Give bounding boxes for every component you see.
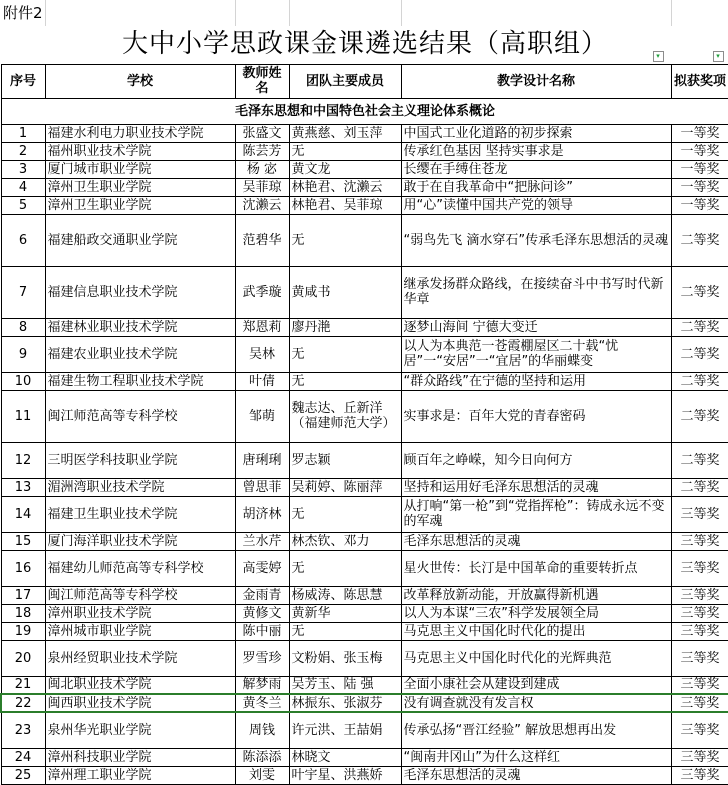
school-cell[interactable]: 福建水利电力职业技术学院 [45, 124, 235, 142]
design-cell[interactable]: 传承弘扬“晋江经验” 解放思想再出发 [401, 712, 671, 748]
table-row [1, 442, 728, 478]
teacher-cell[interactable]: 杨 宓 [235, 160, 289, 178]
table-row [1, 496, 728, 532]
table-row [1, 676, 728, 694]
row-number[interactable]: 18 [1, 604, 45, 622]
teacher-cell[interactable]: 郑恩莉 [235, 318, 289, 336]
school-cell[interactable]: 漳州科技职业学院 [45, 748, 235, 766]
table-row [1, 532, 728, 550]
members-cell[interactable]: 林艳君、沈濑云 [289, 178, 401, 196]
row-number[interactable]: 2 [1, 142, 45, 160]
teacher-cell[interactable]: 高雯婷 [235, 550, 289, 586]
design-cell[interactable]: “闽南井冈山”为什么这样红 [401, 748, 671, 766]
row-number[interactable]: 19 [1, 622, 45, 640]
header-design[interactable]: 教学设计名称 [401, 64, 671, 98]
teacher-cell[interactable]: 陈芸芳 [235, 142, 289, 160]
school-cell[interactable]: 泉州经贸职业技术学院 [45, 640, 235, 676]
table-row [1, 142, 728, 160]
members-cell[interactable]: 黄新华 [289, 604, 401, 622]
design-cell[interactable]: 改革释放新动能，开放赢得新机遇 [401, 586, 671, 604]
row-number[interactable]: 9 [1, 336, 45, 372]
row-number[interactable]: 6 [1, 214, 45, 266]
award-cell[interactable]: 三等奖 [671, 748, 728, 766]
design-cell[interactable]: 实事求是：百年大党的青春密码 [401, 390, 671, 442]
teacher-cell[interactable]: 范碧华 [235, 214, 289, 266]
row-number[interactable]: 10 [1, 372, 45, 390]
design-cell[interactable]: 继承发扬群众路线，在接续奋斗中书写时代新华章 [401, 266, 671, 318]
award-cell[interactable]: 三等奖 [671, 694, 728, 712]
award-cell[interactable]: 三等奖 [671, 712, 728, 748]
members-cell[interactable]: 黄咸书 [289, 266, 401, 318]
school-cell[interactable]: 厦门海洋职业技术学院 [45, 532, 235, 550]
teacher-cell[interactable]: 曾思菲 [235, 478, 289, 496]
row-number[interactable]: 23 [1, 712, 45, 748]
design-cell[interactable]: 逐梦山海间 宁德大变迁 [401, 318, 671, 336]
table-row [1, 586, 728, 604]
teacher-cell[interactable]: 陈添添 [235, 748, 289, 766]
award-cell[interactable]: 三等奖 [671, 766, 728, 784]
table-row [1, 336, 728, 372]
design-cell[interactable]: 以人为本谋“三农”科学发展领全局 [401, 604, 671, 622]
table-row [1, 178, 728, 196]
award-cell[interactable]: 一等奖 [671, 178, 728, 196]
table-row [1, 372, 728, 390]
table-row [1, 748, 728, 766]
page-title[interactable] [1, 26, 728, 64]
award-cell[interactable]: 三等奖 [671, 550, 728, 586]
award-cell[interactable]: 一等奖 [671, 124, 728, 142]
row-number[interactable]: 22 [1, 694, 45, 712]
row-number[interactable]: 11 [1, 390, 45, 442]
row-number[interactable]: 21 [1, 676, 45, 694]
award-cell[interactable]: 一等奖 [671, 196, 728, 214]
teacher-cell[interactable]: 陈中丽 [235, 622, 289, 640]
row-number[interactable]: 12 [1, 442, 45, 478]
members-cell[interactable]: 吴芳玉、陆 强 [289, 676, 401, 694]
design-cell[interactable]: 坚持和运用好毛泽东思想活的灵魂 [401, 478, 671, 496]
design-cell[interactable]: 敢于在自我革命中“把脉问诊” [401, 178, 671, 196]
result-rows [1, 124, 728, 784]
school-cell[interactable]: 漳州卫生职业学院 [45, 196, 235, 214]
award-cell[interactable]: 二等奖 [671, 372, 728, 390]
teacher-cell[interactable]: 吴林 [235, 336, 289, 372]
teacher-cell[interactable]: 沈濑云 [235, 196, 289, 214]
school-cell[interactable]: 湄洲湾职业技术学院 [45, 478, 235, 496]
design-cell[interactable]: 顾百年之峥嵘，知今日向何方 [401, 442, 671, 478]
members-cell[interactable]: 林振东、张淑芬 [289, 694, 401, 712]
award-cell[interactable]: 一等奖 [671, 160, 728, 178]
award-cell[interactable]: 三等奖 [671, 622, 728, 640]
award-cell[interactable]: 二等奖 [671, 318, 728, 336]
members-cell[interactable]: 文粉娟、张玉梅 [289, 640, 401, 676]
school-cell[interactable]: 福建信息职业技术学院 [45, 266, 235, 318]
table-row [1, 390, 728, 442]
row-number[interactable]: 3 [1, 160, 45, 178]
header-members[interactable]: 团队主要成员 [289, 64, 401, 98]
award-cell[interactable]: 二等奖 [671, 442, 728, 478]
members-cell[interactable]: 许元洪、王喆娟 [289, 712, 401, 748]
teacher-cell[interactable]: 黄修文 [235, 604, 289, 622]
row-number[interactable]: 13 [1, 478, 45, 496]
members-cell[interactable]: 叶宇星、洪燕娇 [289, 766, 401, 784]
school-cell[interactable]: 福建卫生职业技术学院 [45, 496, 235, 532]
header-award[interactable]: 拟获奖项 [671, 64, 728, 98]
table-row [1, 694, 728, 712]
award-cell[interactable]: 三等奖 [671, 676, 728, 694]
members-cell[interactable]: 吴莉婷、陈丽萍 [289, 478, 401, 496]
design-cell[interactable]: 马克思主义中国化时代化的提出 [401, 622, 671, 640]
table-row [1, 622, 728, 640]
members-cell[interactable]: 黄燕慈、刘玉萍 [289, 124, 401, 142]
page-title-text: 大中小学思政课金课遴选结果（高职组） [121, 29, 608, 60]
school-cell[interactable]: 漳州城市职业学院 [45, 622, 235, 640]
school-cell[interactable]: 三明医学科技职业学院 [45, 442, 235, 478]
teacher-cell[interactable]: 叶倩 [235, 372, 289, 390]
design-cell[interactable]: 毛泽东思想活的灵魂 [401, 532, 671, 550]
school-cell[interactable]: 福建幼儿师范高等专科学校 [45, 550, 235, 586]
teacher-cell[interactable]: 邹萌 [235, 390, 289, 442]
filter-dropdown-icon[interactable]: ▾ [653, 51, 664, 62]
teacher-cell[interactable]: 胡济林 [235, 496, 289, 532]
header-seq[interactable]: 序号 [1, 64, 45, 98]
row-number[interactable]: 7 [1, 266, 45, 318]
design-cell[interactable]: 全面小康社会从建设到建成 [401, 676, 671, 694]
design-cell[interactable]: 长缨在手缚住苍龙 [401, 160, 671, 178]
design-cell[interactable]: 用“心”读懂中国共产党的领导 [401, 196, 671, 214]
row-number[interactable]: 1 [1, 124, 45, 142]
members-cell[interactable]: 无 [289, 372, 401, 390]
row-number[interactable]: 14 [1, 496, 45, 532]
school-cell[interactable]: 漳州职业技术学院 [45, 604, 235, 622]
school-cell[interactable]: 福建农业职业技术学院 [45, 336, 235, 372]
school-cell[interactable]: 漳州理工职业学院 [45, 766, 235, 784]
award-cell[interactable]: 三等奖 [671, 604, 728, 622]
school-cell[interactable]: 福建船政交通职业学院 [45, 214, 235, 266]
row-number[interactable]: 5 [1, 196, 45, 214]
school-cell[interactable]: 闽北职业技术学院 [45, 676, 235, 694]
table-row [1, 712, 728, 748]
design-cell[interactable]: “群众路线”在宁德的坚持和运用 [401, 372, 671, 390]
school-cell[interactable]: 闽江师范高等专科学校 [45, 586, 235, 604]
table-row [1, 124, 728, 142]
table-row [1, 318, 728, 336]
teacher-cell[interactable]: 周钱 [235, 712, 289, 748]
row-number[interactable]: 15 [1, 532, 45, 550]
members-cell[interactable]: 林晓文 [289, 748, 401, 766]
design-cell[interactable]: 传承红色基因 坚持实事求是 [401, 142, 671, 160]
table-row [1, 266, 728, 318]
teacher-cell[interactable]: 兰水芹 [235, 532, 289, 550]
teacher-cell[interactable]: 黄冬兰 [235, 694, 289, 712]
teacher-cell[interactable]: 张盛文 [235, 124, 289, 142]
teacher-cell[interactable]: 罗雪珍 [235, 640, 289, 676]
section-title[interactable]: 毛泽东思想和中国特色社会主义理论体系概论 [1, 98, 728, 124]
row-number[interactable]: 4 [1, 178, 45, 196]
members-cell[interactable]: 无 [289, 214, 401, 266]
annex-label[interactable]: 附件2 [1, 0, 45, 26]
school-cell[interactable]: 泉州华光职业学院 [45, 712, 235, 748]
row-number[interactable]: 24 [1, 748, 45, 766]
members-cell[interactable]: 无 [289, 496, 401, 532]
school-cell[interactable]: 闽江师范高等专科学校 [45, 390, 235, 442]
award-cell[interactable]: 二等奖 [671, 336, 728, 372]
members-cell[interactable]: 魏志达、丘新洋（福建师范大学） [289, 390, 401, 442]
members-cell[interactable]: 黄文龙 [289, 160, 401, 178]
row-number[interactable]: 20 [1, 640, 45, 676]
award-cell[interactable]: 三等奖 [671, 532, 728, 550]
row-number[interactable]: 17 [1, 586, 45, 604]
award-cell[interactable]: 二等奖 [671, 390, 728, 442]
table-row [1, 550, 728, 586]
members-cell[interactable]: 无 [289, 142, 401, 160]
award-cell[interactable]: 一等奖 [671, 142, 728, 160]
school-cell[interactable]: 闽西职业技术学院 [45, 694, 235, 712]
teacher-cell[interactable]: 刘雯 [235, 766, 289, 784]
table-row [1, 214, 728, 266]
school-cell[interactable]: 福建林业职业技术学院 [45, 318, 235, 336]
row-number[interactable]: 16 [1, 550, 45, 586]
award-cell[interactable]: 二等奖 [671, 478, 728, 496]
header-school[interactable]: 学校 [45, 64, 235, 98]
table-row [1, 604, 728, 622]
award-cell[interactable]: 二等奖 [671, 266, 728, 318]
filter-dropdown-icon[interactable]: ▾ [713, 51, 724, 62]
school-cell[interactable]: 漳州卫生职业学院 [45, 178, 235, 196]
teacher-cell[interactable]: 武季璇 [235, 266, 289, 318]
design-cell[interactable]: 中国式工业化道路的初步探索 [401, 124, 671, 142]
award-cell[interactable]: 三等奖 [671, 586, 728, 604]
design-cell[interactable]: 马克思主义中国化时代化的光辉典范 [401, 640, 671, 676]
row-number[interactable]: 25 [1, 766, 45, 784]
school-cell[interactable]: 福州职业技术学院 [45, 142, 235, 160]
row-number[interactable]: 8 [1, 318, 45, 336]
members-cell[interactable]: 罗志颖 [289, 442, 401, 478]
table-row [1, 196, 728, 214]
members-cell[interactable]: 无 [289, 336, 401, 372]
members-cell[interactable]: 杨威涛、陈思慧 [289, 586, 401, 604]
award-cell[interactable]: 三等奖 [671, 640, 728, 676]
design-cell[interactable]: 以人为本典范一苍霞棚屋区二十载“忧居”一“安居”一“宜居”的华丽蝶变 [401, 336, 671, 372]
school-cell[interactable]: 福建生物工程职业技术学院 [45, 372, 235, 390]
members-cell[interactable]: 无 [289, 622, 401, 640]
header-row [1, 64, 728, 98]
table-row [1, 160, 728, 178]
header-teacher[interactable]: 教师姓名 [235, 64, 289, 98]
members-cell[interactable]: 林杰钦、邓力 [289, 532, 401, 550]
school-cell[interactable]: 厦门城市职业学院 [45, 160, 235, 178]
design-cell[interactable]: “弱鸟先飞 滴水穿石”传承毛泽东思想活的灵魂 [401, 214, 671, 266]
table-row [1, 640, 728, 676]
teacher-cell[interactable]: 解梦雨 [235, 676, 289, 694]
table-row [1, 766, 728, 784]
award-cell[interactable]: 三等奖 [671, 496, 728, 532]
teacher-cell[interactable]: 金雨青 [235, 586, 289, 604]
design-cell[interactable]: 从打响“第一枪”到“党指挥枪”：铸成永远不变的军魂 [401, 496, 671, 532]
teacher-cell[interactable]: 吴菲琼 [235, 178, 289, 196]
design-cell[interactable]: 毛泽东思想活的灵魂 [401, 766, 671, 784]
award-cell[interactable]: 二等奖 [671, 214, 728, 266]
design-cell[interactable]: 星火世传：长汀是中国革命的重要转折点 [401, 550, 671, 586]
table-row [1, 478, 728, 496]
members-cell[interactable]: 林艳君、吴菲琼 [289, 196, 401, 214]
teacher-cell[interactable]: 唐琍琍 [235, 442, 289, 478]
members-cell[interactable]: 无 [289, 550, 401, 586]
members-cell[interactable]: 廖丹滟 [289, 318, 401, 336]
design-cell[interactable]: 没有调查就没有发言权 [401, 694, 671, 712]
